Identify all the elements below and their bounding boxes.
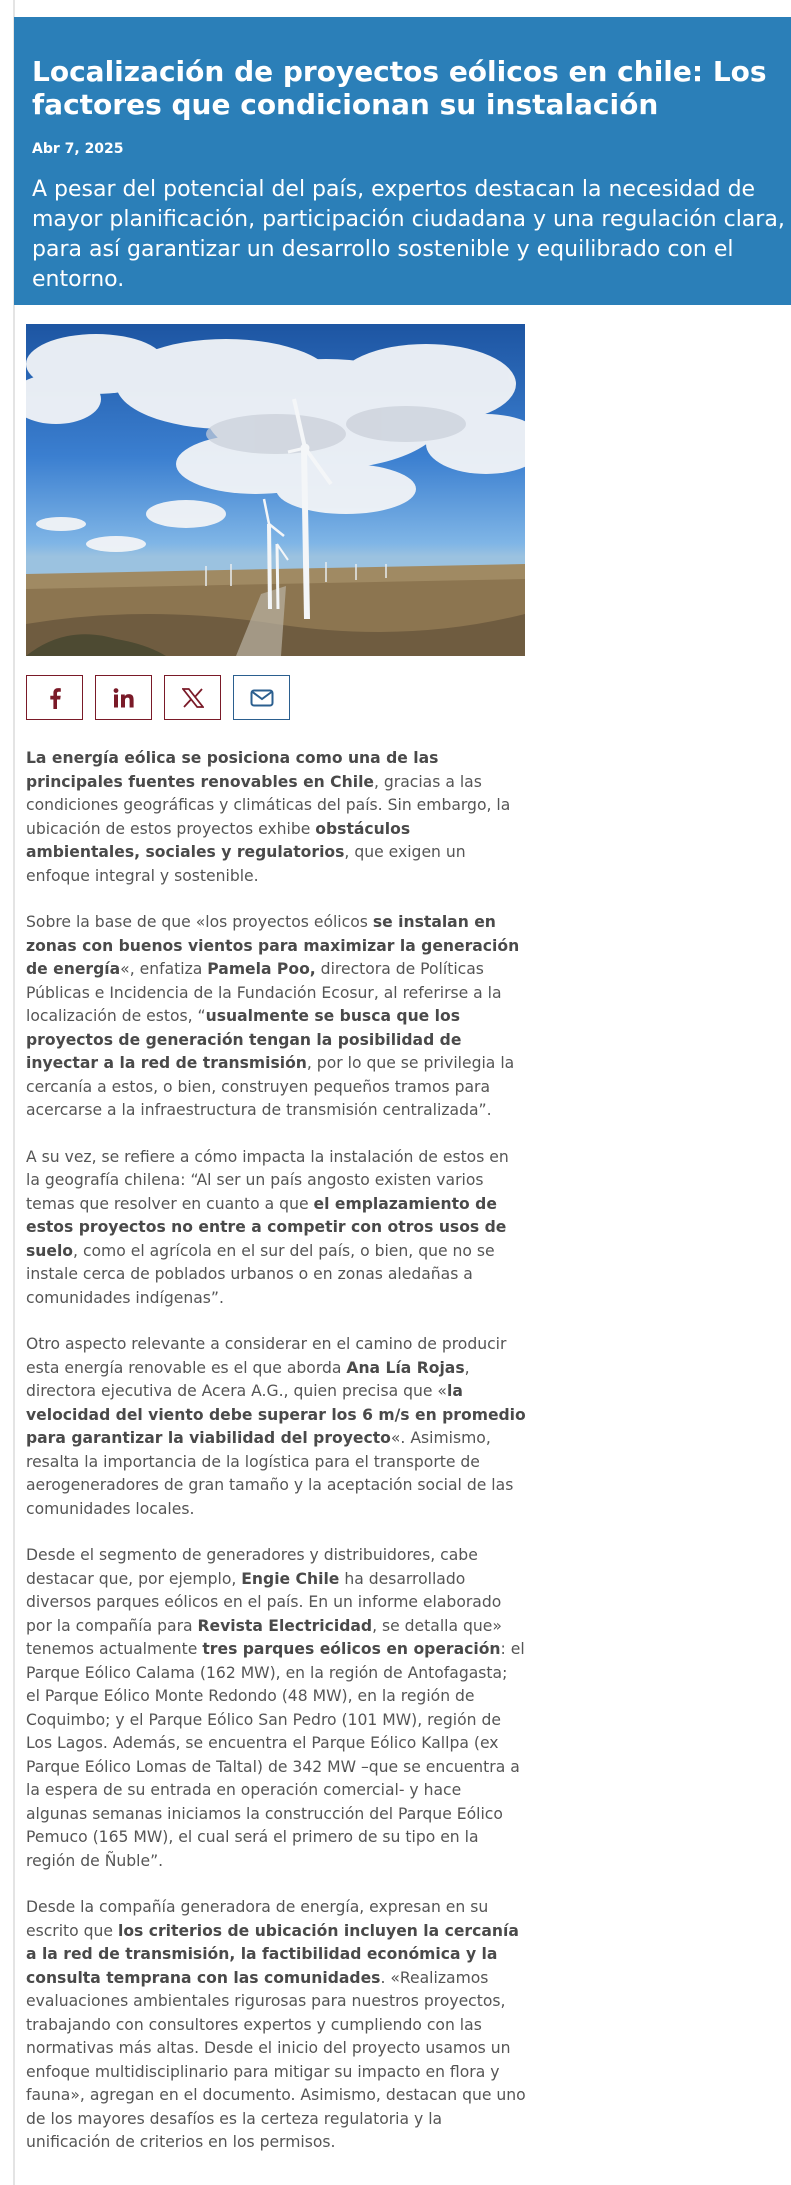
- left-divider: [13, 0, 15, 2185]
- share-facebook-button[interactable]: [26, 675, 83, 720]
- share-linkedin-button[interactable]: [95, 675, 152, 720]
- article-body: [26, 747, 526, 2178]
- text-run: , que exigen un enfoque integral y sostenible.: [26, 843, 466, 885]
- text-run: . «Realizamos evaluaciones ambientales rigurosas para nuestros proyectos, trabajando con consultores expertos y cumpliendo con las normativas más altas. Desde el inicio del proyecto usamos un enfoque multidisciplinario para mitigar su impacto en flora y fauna», agregan en el documento. Asimismo, destacan que uno de los mayores desafíos es la certeza regulatoria y la unificación de criterios en los permisos.: [26, 1968, 526, 2151]
- text-run: directora de Políticas Públicas e Incidencia de la Fundación Ecosur, al referirse a la localización de estos, “: [26, 960, 502, 1025]
- article-paragraph: [26, 1896, 526, 2155]
- article-paragraph: [26, 911, 526, 1123]
- text-run: : el Parque Eólico Calama (162 MW), en la región de Antofagasta; el Parque Eólico Monte Redondo (48 MW), en la región de Coquimbo; y el Parque Eólico San Pedro (101 MW), región de Los Lagos. Además, se encuentra el Parque Eólico Kallpa (ex Parque Eólico Lomas de Taltal) de 342 MW –que se encuentra a la espera de su entrada en operación comercial- y hace algunas semanas iniciamos la construcción del Parque Eólico Pemuco (165 MW), el cual será el primero de su tipo en la región de Ñuble”.: [26, 1640, 525, 1870]
- x-icon: [182, 688, 204, 708]
- text-run: , por lo que se privilegia la cercanía a estos, o bien, construyen pequeños tramos para acercarse a la infraestructura de transmisión centralizada”.: [26, 1054, 515, 1119]
- article-paragraph: [26, 1146, 526, 1311]
- share-bar: [26, 675, 290, 720]
- text-run: Desde la compañía generadora de energía, expresan en su escrito que: [26, 1898, 489, 1940]
- bold-text: tres parques eólicos en operación: [202, 1640, 501, 1658]
- bold-text: el emplazamiento de estos proyectos no entre a competir con otros usos de suelo: [26, 1194, 507, 1260]
- article-subtitle: A pesar del potencial del país, expertos destacan la necesidad de mayor planificación, participación ciudadana y una regulación clara, para así garantizar un desarrollo sostenible y equilibrado con el entorno.: [32, 177, 785, 292]
- share-email-button[interactable]: [233, 675, 290, 720]
- page-title: Localización de proyectos eólicos en chile: Los factores que condicionan su instalación: [32, 55, 767, 121]
- text-run: , directora ejecutiva de Acera A.G., quien precisa que «: [26, 1358, 470, 1400]
- share-x-button[interactable]: [164, 675, 221, 720]
- hero-image: [26, 324, 525, 656]
- text-run: ha desarrollado diversos parques eólicos en el país. En un informe elaborado por la compañía para: [26, 1569, 502, 1635]
- bold-text: se instalan en zonas con buenos vientos para maximizar la generación de energía: [26, 913, 520, 978]
- linkedin-icon: [113, 688, 135, 708]
- bold-text: Engie Chile: [241, 1569, 340, 1588]
- publish-date: Abr 7, 2025: [32, 141, 124, 157]
- bold-text: usualmente se busca que los proyectos de generación tengan la posibilidad de inyectar a la red de transmisión: [26, 1007, 462, 1072]
- text-run: Otro aspecto relevante a considerar en el camino de producir esta energía renovable es el que aborda: [26, 1335, 507, 1377]
- article-paragraph: [26, 747, 526, 888]
- text-run: A su vez, se refiere a cómo impacta la instalación de estos en la geografía chilena: “Al ser un país angosto existen varios temas que resolver en cuanto a que: [26, 1147, 509, 1213]
- bold-text: Revista Electricidad: [197, 1616, 373, 1635]
- text-run: , se detalla que» tenemos actualmente: [26, 1616, 502, 1658]
- wind-turbines-illustration: [26, 324, 525, 656]
- article-paragraph: [26, 1544, 526, 1873]
- text-run: Desde el segmento de generadores y distribuidores, cabe destacar que, por ejemplo,: [26, 1546, 478, 1588]
- text-run: Sobre la base de que «los proyectos eólicos: [26, 913, 373, 931]
- bold-text: los criterios de ubicación incluyen la cercanía a la red de transmisión, la factibilidad económica y la consulta temprana con las comunidades: [26, 1921, 519, 1987]
- bold-text: Ana Lía Rojas: [346, 1358, 465, 1377]
- bold-text: la velocidad del viento debe superar los 6 m/s en promedio para garantizar la viabilidad del proyecto: [26, 1382, 526, 1447]
- bold-text: obstáculos ambientales, sociales y regulatorios: [26, 819, 411, 861]
- facebook-icon: [48, 687, 62, 709]
- envelope-icon: [250, 689, 274, 707]
- text-run: , como el agrícola en el sur del país, o bien, que no se instale cerca de poblados urbanos o en zonas aledañas a comunidades indígenas”.: [26, 1241, 495, 1307]
- bold-text: Pamela Poo,: [207, 960, 316, 978]
- text-run: «, enfatiza: [120, 960, 208, 978]
- article-header: [14, 17, 791, 305]
- article-paragraph: [26, 1333, 526, 1521]
- text-run: «. Asimismo, resalta la importancia de la logística para el transporte de aerogeneradores de gran tamaño y la aceptación social de las comunidades locales.: [26, 1429, 514, 1518]
- bold-text: La energía eólica se posiciona como una de las principales fuentes renovables en Chile: [26, 749, 439, 791]
- text-run: , gracias a las condiciones geográficas y climáticas del país. Sin embargo, la ubicación de estos proyectos exhibe: [26, 772, 511, 838]
